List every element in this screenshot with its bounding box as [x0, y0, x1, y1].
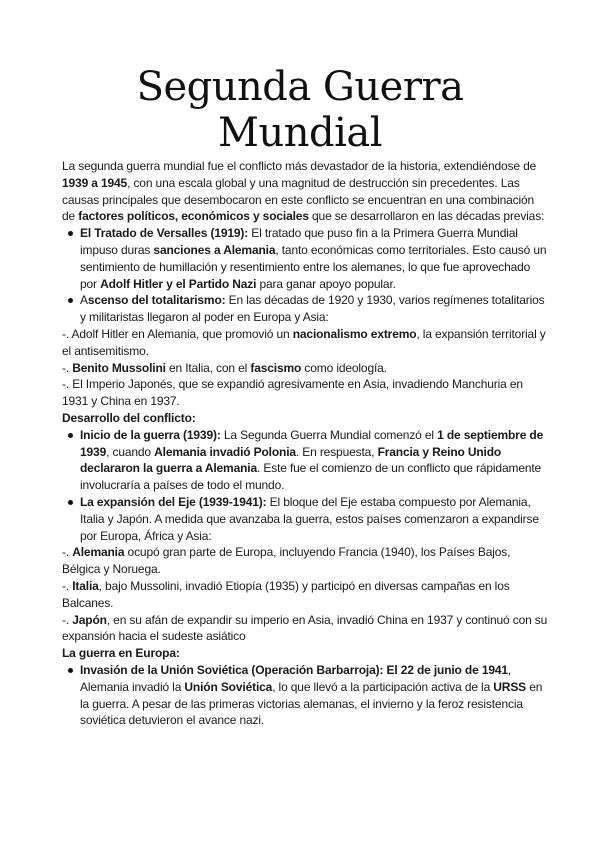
text-run: El tratado que puso fin a la Primera Guerra Mundial impuso duras — [80, 226, 518, 257]
bold-text: Unión Soviética — [184, 679, 273, 694]
bold-text: nacionalismo extremo — [292, 326, 417, 341]
text-run: -. — [62, 545, 73, 560]
bold-text: 1 de septiembre de 1939 — [80, 427, 544, 459]
text-run: En las décadas de 1920 y 1930, varios regímenes totalitarios y militaristas llegaron al poder en Europa y Asia: — [80, 293, 545, 325]
text-run: A — [80, 293, 88, 308]
bold-text: Inicio de la guerra (1939): — [80, 427, 221, 442]
text-run: -. — [62, 578, 73, 593]
bold-text: Italia — [72, 578, 99, 593]
text-run: , bajo Mussolini, invadió Etiopía (1935) y participó en diversas campañas en los Balcanes. — [62, 578, 510, 610]
text-run: . En respuesta, — [295, 444, 378, 459]
text-run: El bloque del Eje estaba compuesto por Alemania, Italia y Japón. A medida que avanzaba la guerra, estos países comenzaron a expandirse por Europa, África y Asia: — [80, 494, 539, 543]
text-run: -. Adolf Hitler en Alemania, que promovió un — [62, 326, 293, 341]
bold-text: sanciones a Alemania — [153, 242, 276, 257]
text-run: , cuando — [106, 444, 155, 459]
list-item — [80, 225, 550, 292]
list-item — [80, 494, 550, 544]
bold-text: scenso del totalitarismo: — [87, 293, 226, 308]
bold-text: Francia y Reino Unido declararon la guerra a Alemania — [80, 444, 502, 476]
text-run: , lo que llevó a la participación activa de la — [272, 679, 494, 694]
bold-text: Alemania invadió Polonia — [154, 444, 296, 459]
text-run: , Alemania invadió la — [80, 662, 512, 694]
bold-text: URSS — [493, 679, 527, 694]
text-run: como ideología. — [301, 360, 387, 375]
list-item — [80, 662, 550, 729]
paragraph — [62, 326, 550, 360]
bold-text: Desarrollo del conflicto: — [62, 410, 196, 425]
bold-text: Benito Mussolini — [72, 360, 166, 375]
paragraph — [62, 544, 550, 578]
paragraph — [62, 645, 550, 662]
bold-text: El Tratado de Versalles (1919): — [80, 226, 249, 241]
bold-text: Invasión de la Unión Soviética (Operación Barbarroja): El 22 de junio de 1941 — [80, 662, 508, 677]
text-run: , tanto económicas como territoriales. Esto causó un sentimiento de humillación y resentimiento entre los alemanes, lo que fue aprovechado por — [80, 242, 547, 291]
text-run: , con una escala global y una magnitud de destrucción sin precedentes. Las causas principales que desembocaron en este conflicto se encuentran en una combinación de — [62, 175, 535, 224]
text-run: ocupó gran parte de Europa, incluyendo Francia (1940), los Países Bajos, Bélgica y Noruega. — [62, 545, 511, 577]
bold-text: Alemania — [72, 545, 125, 560]
paragraph — [62, 578, 550, 612]
title-line: Mundial — [217, 110, 383, 156]
bold-text: Japón — [72, 612, 107, 627]
text-run: , en su afán de expandir su imperio en Asia, invadió China en 1937 y continuó con su expansión hacia el sudeste asiático — [62, 612, 548, 644]
bullet-list — [62, 225, 550, 326]
text-run: -. — [62, 360, 73, 375]
title-line: Segunda Guerra — [136, 64, 464, 110]
text-run: en la guerra. A pesar de las primeras victorias alemanas, el invierno y la feroz resistencia soviética detuvieron el avance nazi. — [80, 679, 543, 728]
document-body — [62, 158, 550, 729]
paragraph — [62, 612, 550, 646]
bullet-list — [62, 662, 550, 729]
bold-text: 1939 a 1945 — [62, 175, 128, 190]
paragraph — [62, 410, 550, 427]
paragraph — [62, 376, 550, 410]
paragraph — [62, 360, 550, 377]
bold-text: La expansión del Eje (1939-1941): — [80, 494, 267, 509]
list-item — [80, 427, 550, 494]
bold-text: Adolf Hitler y el Partido Nazi — [100, 276, 257, 291]
bullet-list — [62, 427, 550, 545]
text-run: que se desarrollaron en las décadas previas: — [308, 209, 545, 224]
text-run: en Italia, con el — [165, 360, 251, 375]
text-run: -. — [62, 612, 73, 627]
list-item — [80, 292, 550, 326]
text-run: La Segunda Guerra Mundial comenzó el — [220, 427, 438, 442]
text-run: , la expansión territorial y el antisemitismo. — [62, 326, 546, 358]
paragraph — [62, 158, 550, 225]
text-run: -. El Imperio Japonés, que se expandió agresivamente en Asia, invadiendo Manchuria en 1931 y China en 1937. — [62, 377, 523, 409]
bold-text: La guerra en Europa: — [62, 646, 180, 661]
bold-text: fascismo — [250, 360, 302, 375]
document-title — [0, 64, 600, 156]
text-run: para ganar apoyo popular. — [256, 276, 396, 291]
bold-text: factores políticos, económicos y sociales — [78, 209, 309, 224]
text-run: . Este fue el comienzo de un conflicto que rápidamente involucraría a países de todo el mundo. — [80, 461, 542, 493]
text-run: La segunda guerra mundial fue el conflicto más devastador de la historia, extendiéndose de — [62, 159, 537, 173]
